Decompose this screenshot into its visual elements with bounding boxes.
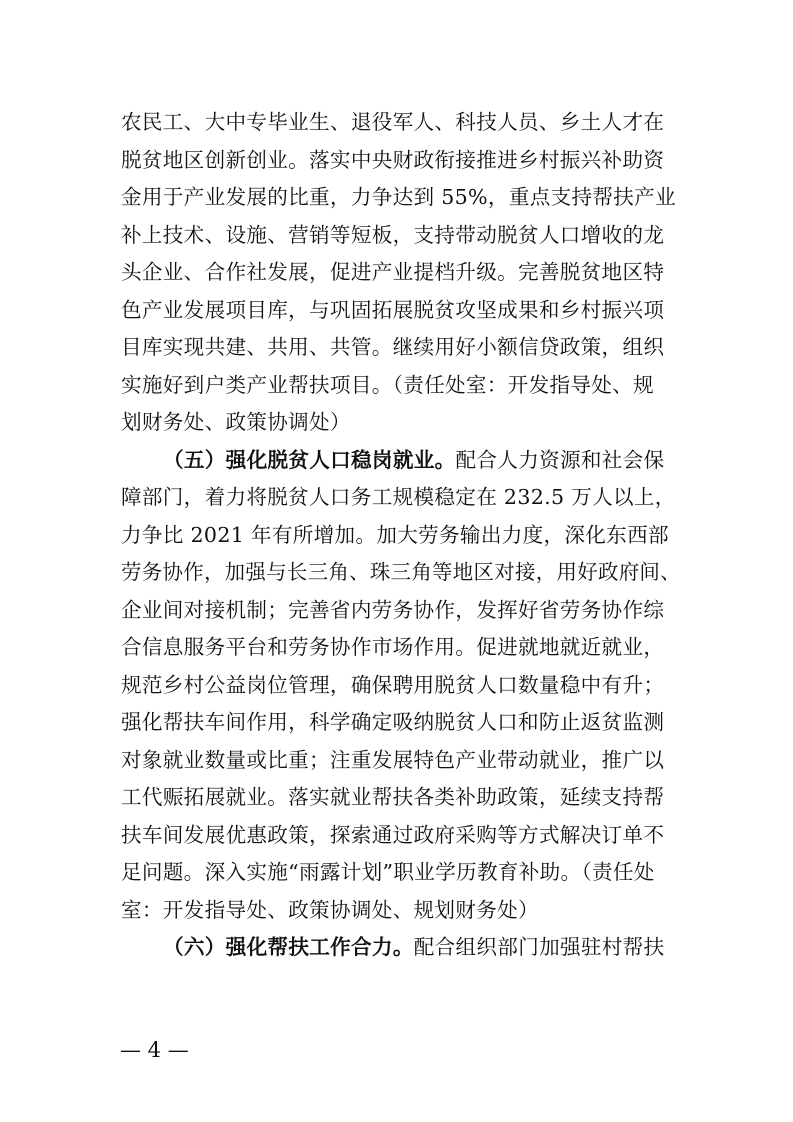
section-6-heading: （六）强化帮扶工作合力。 [163,935,414,959]
section-5-first-line-text: 配合人力资源和社会保 [455,447,665,472]
section-5-paragraph [121,442,681,930]
text-line: 补上技术、设施、营销等短板，支持带动脱贫人口增收的龙 [121,222,665,247]
section-6-first-line [121,929,681,967]
text-line: 工代赈拓展就业。落实就业帮扶各类补助政策，延续支持帮 [121,785,665,809]
section-6-first-line-text: 配合组织部门加强驻村帮扶 [413,935,665,959]
text-line: 金用于产业发展的比重，力争达到 55%，重点支持帮扶产业 [121,185,676,209]
text-line: 力争比 2021 年有所增加。加大劳务输出力度，深化东西部 [121,522,669,547]
text-line: 强化帮扶车间作用，科学确定吸纳脱贫人口和防止返贫监测 [121,710,665,734]
text-line: 脱贫地区创新创业。落实中央财政衔接推进乡村振兴补助资 [121,147,665,172]
text-line: 目库实现共建、共用、共管。继续用好小额信贷政策，组织 [121,335,665,359]
document-body [121,104,681,967]
section-5-first-line [121,442,681,480]
text-line: 足问题。深入实施“雨露计划”职业学历教育补助。（责任处 [121,860,655,884]
page-number: — 4 — [120,1038,189,1062]
section-5-heading: （五）强化脱贫人口稳岗就业。 [163,447,456,472]
text-line: 企业间对接机制；完善省内劳务协作，发挥好省劳务协作综 [121,597,665,622]
text-line: 农民工、大中专毕业生、退役军人、科技人员、乡土人才在 [121,110,665,134]
text-line: 划财务处、政策协调处） [121,410,351,434]
text-line: 扶车间发展优惠政策，探索通过政府采购等方式解决订单不 [121,822,665,847]
text-line: 对象就业数量或比重；注重发展特色产业带动就业，推广以 [121,747,665,772]
text-line: 劳务协作，加强与长三角、珠三角等地区对接，用好政府间、 [121,560,681,584]
text-line: 规范乡村公益岗位管理，确保聘用脱贫人口数量稳中有升； [121,672,665,697]
text-line: 合信息服务平台和劳务协作市场作用。促进就地就近就业， [121,635,665,659]
text-line: 实施好到户类产业帮扶项目。（责任处室：开发指导处、规 [121,372,654,397]
text-line: 障部门，着力将脱贫人口务工规模稳定在 232.5 万人以上， [121,485,676,509]
text-line: 头企业、合作社发展，促进产业提档升级。完善脱贫地区特 [121,260,665,284]
text-line: 室：开发指导处、政策协调处、规划财务处） [121,897,539,922]
section-6-paragraph [121,929,681,967]
text-line: 色产业发展项目库，与巩固拓展脱贫攻坚成果和乡村振兴项 [121,297,665,322]
continued-paragraph [121,104,681,442]
